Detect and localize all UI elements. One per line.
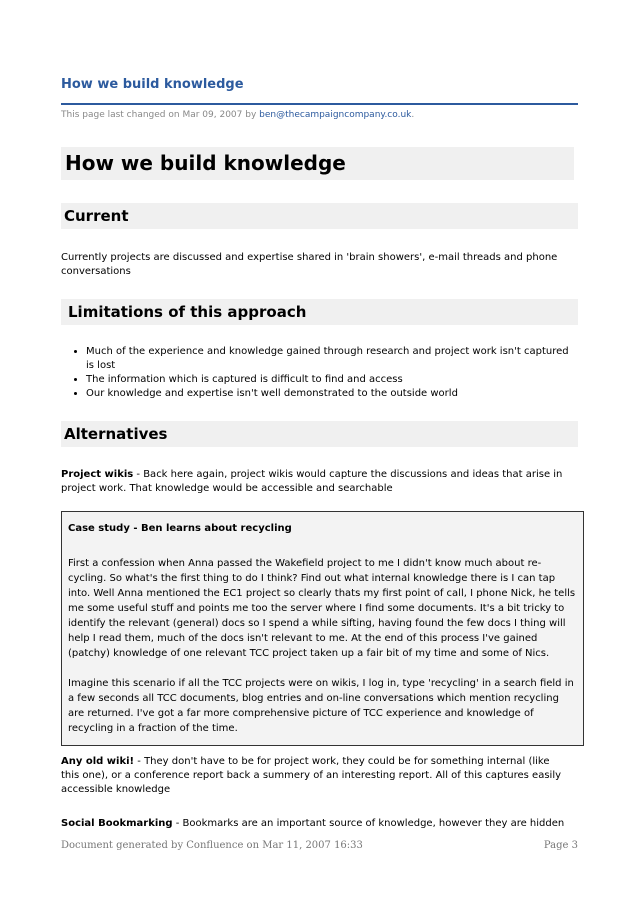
any-old-wiki-label: Any old wiki!: [61, 756, 135, 767]
section-heading-current: Current: [61, 203, 578, 229]
any-old-wiki-paragraph: [61, 755, 566, 797]
case-study-title: Case study - Ben learns about recycling: [68, 523, 292, 534]
author-link[interactable]: ben@thecampaigncompany.co.uk: [259, 110, 412, 120]
section-heading-limitations: Limitations of this approach: [61, 299, 578, 325]
project-wikis-label: Project wikis: [61, 469, 134, 480]
limitations-list: [61, 345, 571, 401]
any-old-wiki-text: - They don't have to be for project work, they could be for something internal (like this one), or a conference report back a summery of an interesting report. All of this captures easily accessible knowledge: [61, 756, 562, 795]
project-wikis-paragraph: [61, 468, 566, 496]
case-study-panel: [61, 511, 584, 746]
generated-note: Document generated by Confluence on Mar 11, 2007 16:33: [61, 840, 363, 851]
list-item: • Much of the experience and knowledge gained through research and project work isn't captured is lost: [86, 345, 571, 373]
meta-suffix: .: [411, 110, 415, 120]
current-paragraph: Currently projects are discussed and expertise shared in 'brain showers', e-mail threads and phone conversations: [61, 252, 558, 277]
page-meta: [61, 110, 414, 120]
list-item: • Our knowledge and expertise isn't well demonstrated to the outside world: [86, 387, 571, 401]
case-study-paragraph-2: Imagine this scenario if all the TCC projects were on wikis, I log in, type 'recycling' in a search field in a few seconds all TCC documents, blog entries and on-line conversations which mention recycling are returned. I've got a far more comprehensive picture of TCC experience and knowledge of recycling in a fraction of the time.: [68, 678, 574, 734]
case-study-paragraph-1: First a confession when Anna passed the Wakefield project to me I didn't know much about re-cycling. So what's the first thing to do I think? Find out what internal knowledge there is I can tap into. Well Anna mentioned the EC1 project so clearly thats my first point of call, I phone Nick, he tells me some useful stuff and points me too the server where I find some documents. It's a bit tricky to identify the relevant (general) docs so I spend a while sifting, having found the few docs I thing will help I read them, much of the docs isn't relevant to me. At the end of this process I've gained (patchy) knowledge of one relevant TCC project taken up a fair bit of my time and some of Nics.: [68, 558, 576, 659]
meta-prefix: This page last changed on Mar 09, 2007 by: [61, 110, 260, 120]
social-bookmarking-text: - Bookmarks are an important source of knowledge, however they are hidden: [172, 818, 565, 829]
page-number: Page 3: [543, 840, 578, 851]
page-title: How we build knowledge: [61, 77, 244, 92]
main-heading: How we build knowledge: [61, 147, 574, 180]
list-item: • The information which is captured is difficult to find and access: [86, 373, 571, 387]
project-wikis-text: - Back here again, project wikis would capture the discussions and ideas that arise in project work. That knowledge would be accessible and searchable: [61, 469, 563, 494]
section-heading-alternatives: Alternatives: [61, 421, 578, 447]
social-bookmarking-label: Social Bookmarking: [61, 818, 173, 829]
title-divider: [61, 103, 578, 105]
social-bookmarking-paragraph: [61, 817, 566, 831]
